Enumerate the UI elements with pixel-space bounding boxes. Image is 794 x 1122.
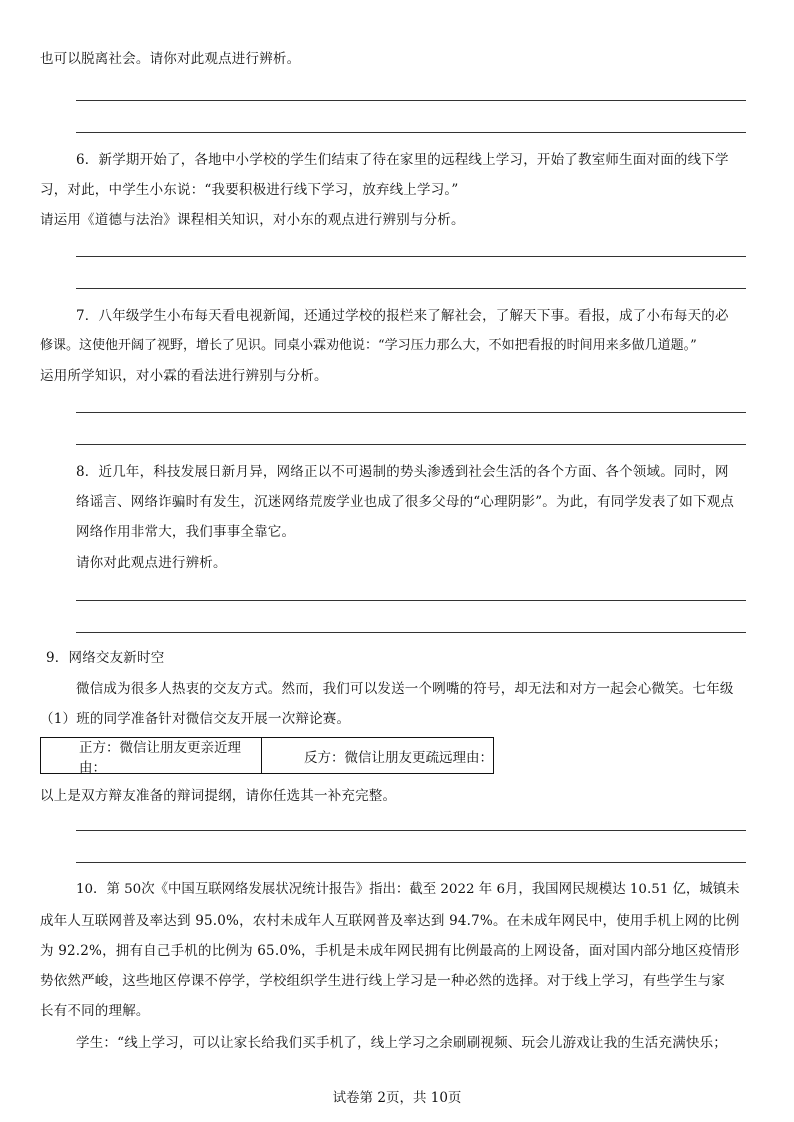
q6-prompt: 请运用《道德与法治》课程相关知识，对小东的观点进行辨别与分析。 (40, 212, 465, 228)
q10-text: 长有不同的理解。 (40, 1003, 150, 1019)
q8-text: 8．近几年，科技发展日新月异，网络正以不可遏制的势头渗透到社会生活的各个方面、各个领域。同时，网 (76, 464, 729, 480)
page-footer: 试卷第 2页，共 10页 (332, 1090, 462, 1106)
q9-text: 微信成为很多人热衷的交友方式。然而，我们可以发送一个咧嘴的符号，却无法和对方一起会心微笑。七年级 (76, 681, 734, 697)
q9-title: 9．网络交友新时空 (46, 650, 165, 666)
q9-text: （1）班的同学准备针对微信交友开展一次辩论赛。 (40, 711, 351, 727)
q10-text: 为 92.2%，拥有自己手机的比例为 65.0%，手机是未成年网民拥有比例最高的上网设备，面对国内部分地区疫情形 (40, 943, 740, 959)
answer-line (76, 830, 746, 831)
q7-text: 7．八年级学生小布每天看电视新闻，还通过学校的报栏来了解社会，了解天下事。看报，成了小布每天的必 (76, 308, 729, 324)
answer-line (76, 600, 746, 601)
answer-line (76, 132, 746, 133)
q6-text: 6．新学期开始了，各地中小学校的学生们结束了待在家里的远程线上学习，开始了教室师生面对面的线下学 (76, 152, 729, 168)
answer-line (76, 412, 746, 413)
q9-prompt: 以上是双方辩友准备的辩词提纲，请你任选其一补充完整。 (40, 788, 397, 804)
q8-prompt: 请你对此观点进行辨析。 (76, 555, 227, 571)
answer-line (76, 288, 746, 289)
affirmative-cell: 正方：微信让朋友更亲近理由： (40, 737, 262, 774)
q6-text: 习，对此，中学生小东说：“我要积极进行线下学习，放弃线上学习。” (40, 182, 459, 198)
q10-text: 成年人互联网普及率达到 95.0%，农村未成年人互联网普及率达到 94.7%。在未成年网民中，使用手机上网的比例 (40, 913, 740, 929)
q10-text: 10．第 50次《中国互联网络发展状况统计报告》指出：截至 2022 年 6月，我国网民规模达 10.51 亿，城镇未 (76, 882, 740, 897)
answer-line (76, 256, 746, 257)
q10-text: 势依然严峻，这些地区停课不停学，学校组织学生进行线上学习是一种必然的选择。对于线上学习，有些学生与家 (40, 973, 725, 989)
answer-line (76, 100, 746, 101)
q7-prompt: 运用所学知识，对小霖的看法进行辨别与分析。 (40, 368, 328, 384)
negative-cell: 反方：微信让朋友更疏远理由： (262, 737, 494, 774)
q5-tail-text: 也可以脱离社会。请你对此观点进行辨析。 (40, 51, 301, 67)
answer-line (76, 632, 746, 633)
answer-line (76, 444, 746, 445)
answer-line (76, 862, 746, 863)
debate-table (40, 737, 494, 776)
q7-text: 修课。这使他开阔了视野，增长了见识。同桌小霖劝他说：“学习压力那么大，不如把看报的时间用来多做几道题。” (40, 338, 697, 353)
q8-viewpoint: 网络作用非常大，我们事事全靠它。 (76, 524, 296, 540)
q10-student-quote: 学生：“线上学习，可以让家长给我们买手机了，线上学习之余刷刷视频、玩会儿游戏让我的生活充满快乐； (76, 1035, 727, 1051)
q8-text: 络谣言、网络诈骗时有发生，沉迷网络荒废学业也成了很多父母的“心理阴影”。为此，有同学发表了如下观点 (76, 494, 735, 510)
